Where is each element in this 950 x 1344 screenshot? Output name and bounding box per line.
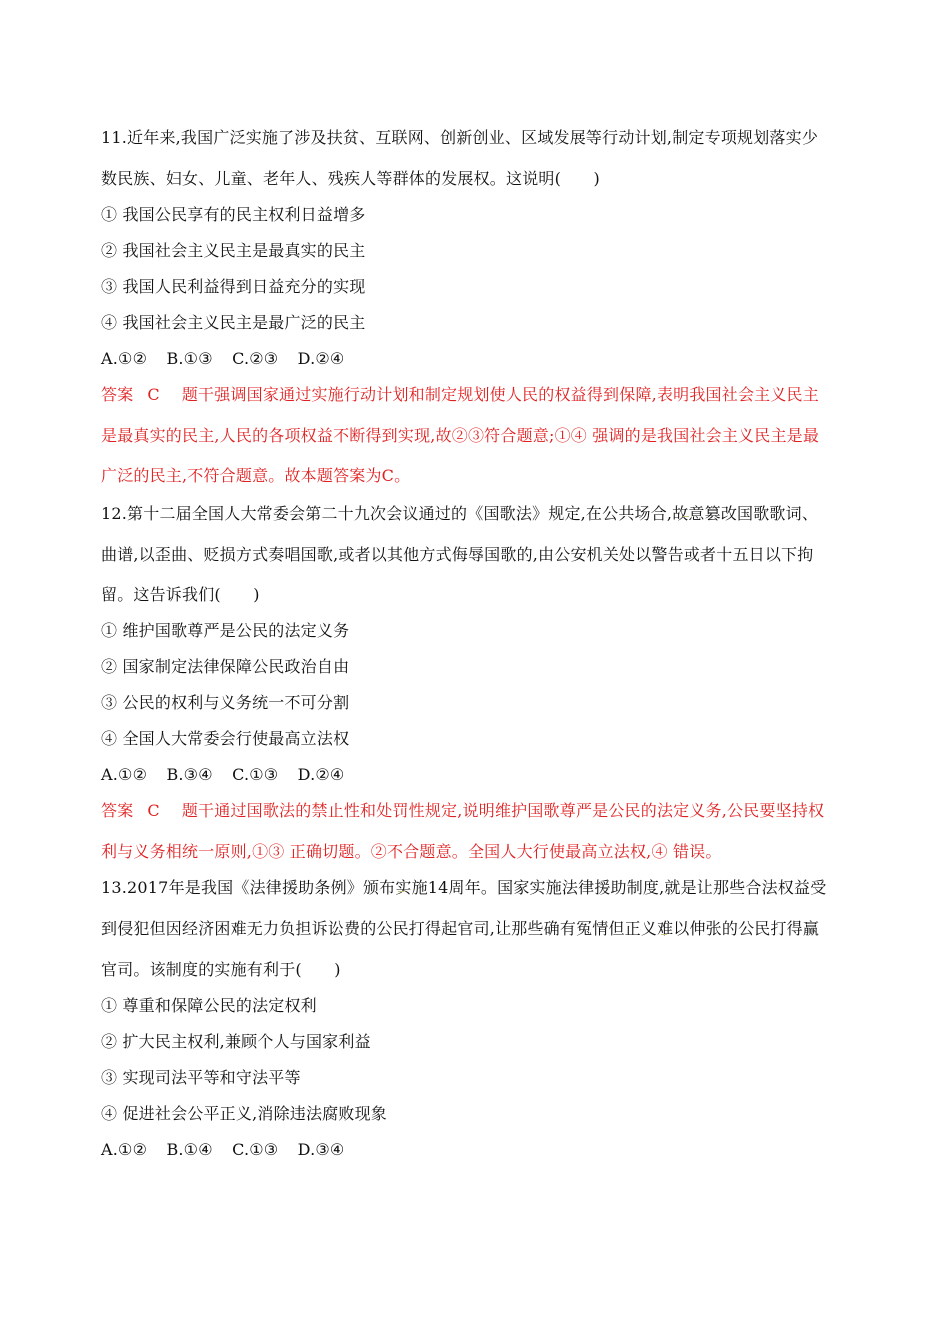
q11-option-b: B.①③ <box>166 349 213 368</box>
q11-answer-letter: C <box>147 385 160 404</box>
q12-option-b: B.③④ <box>166 765 213 784</box>
q12-stem-line-3: 留。这告诉我们( ) <box>101 585 260 604</box>
q12-answer-line-1 <box>101 801 861 821</box>
q13-option-c: C.①③ <box>232 1140 279 1159</box>
q13-options <box>101 1140 861 1160</box>
q11-explanation-1: 题干强调国家通过实施行动计划和制定规划使人民的权益得到保障,表明我国社会主义民主 <box>181 385 819 404</box>
q11-stem-line-1: 11.近年来,我国广泛实施了涉及扶贫、互联网、创新创业、区域发展等行动计划,制定专项规划落实少 <box>101 128 819 147</box>
q12-answer-label: 答案 <box>101 801 134 820</box>
q11-item-3: ③ 我国人民利益得到日益充分的实现 <box>101 277 366 296</box>
scan-mark <box>661 930 667 935</box>
q12-explanation-1: 题干通过国歌法的禁止性和处罚性规定,说明维护国歌尊严是公民的法定义务,公民要坚持权 <box>181 801 825 820</box>
q12-options <box>101 765 861 785</box>
q11-option-c: C.②③ <box>232 349 279 368</box>
q11-explanation-line-3: 广泛的民主,不符合题意。故本题答案为C。 <box>101 466 411 485</box>
q13-option-d: D.③④ <box>297 1140 345 1159</box>
q11-item-1: ① 我国公民享有的民主权利日益增多 <box>101 205 366 224</box>
q12-item-3: ③ 公民的权利与义务统一不可分割 <box>101 693 350 712</box>
q11-explanation-line-2: 是最真实的民主,人民的各项权益不断得到实现,故②③符合题意;①④ 强调的是我国社会主义民主是最 <box>101 426 820 445</box>
q12-explanation-line-2: 利与义务相统一原则,①③ 正确切题。②不合题意。全国人大行使最高立法权,④ 错误。 <box>101 842 722 861</box>
q12-item-4: ④ 全国人大常委会行使最高立法权 <box>101 729 350 748</box>
q12-option-a: A.①② <box>101 765 148 784</box>
q13-item-4: ④ 促进社会公平正义,消除违法腐败现象 <box>101 1104 387 1123</box>
q11-options <box>101 349 861 369</box>
scan-mark <box>398 887 404 892</box>
q13-stem-line-1: 13.2017年是我国《法律援助条例》颁布实施14周年。国家实施法律援助制度,就是让那些合法权益受 <box>101 878 827 897</box>
q13-item-3: ③ 实现司法平等和守法平等 <box>101 1068 301 1087</box>
q13-stem-line-3: 官司。该制度的实施有利于( ) <box>101 960 341 979</box>
q12-option-c: C.①③ <box>232 765 279 784</box>
q11-item-4: ④ 我国社会主义民主是最广泛的民主 <box>101 313 366 332</box>
q11-option-a: A.①② <box>101 349 148 368</box>
q11-stem-line-2: 数民族、妇女、儿童、老年人、残疾人等群体的发展权。这说明( ) <box>101 169 600 188</box>
q13-option-b: B.①④ <box>166 1140 213 1159</box>
q11-answer-label: 答案 <box>101 385 134 404</box>
q13-option-a: A.①② <box>101 1140 148 1159</box>
q13-item-2: ② 扩大民主权利,兼顾个人与国家利益 <box>101 1032 371 1051</box>
q13-stem-line-2: 到侵犯但因经济困难无力负担诉讼费的公民打得起官司,让那些确有冤情但正义难以伸张的公民打得赢 <box>101 919 820 938</box>
q12-stem-line-2: 曲谱,以歪曲、贬损方式奏唱国歌,或者以其他方式侮辱国歌的,由公安机关处以警告或者十五日以下拘 <box>101 545 814 564</box>
q11-item-2: ② 我国社会主义民主是最真实的民主 <box>101 241 366 260</box>
q12-option-d: D.②④ <box>297 765 345 784</box>
scan-mark <box>683 512 689 517</box>
q11-answer-line-1 <box>101 385 861 405</box>
q12-stem-line-1: 12.第十二届全国人大常委会第二十九次会议通过的《国歌法》规定,在公共场合,故意篡改国歌歌词、 <box>101 504 819 523</box>
q12-answer-letter: C <box>147 801 160 820</box>
q13-item-1: ① 尊重和保障公民的法定权利 <box>101 996 317 1015</box>
q11-option-d: D.②④ <box>297 349 345 368</box>
q12-item-2: ② 国家制定法律保障公民政治自由 <box>101 657 350 676</box>
q12-item-1: ① 维护国歌尊严是公民的法定义务 <box>101 621 350 640</box>
